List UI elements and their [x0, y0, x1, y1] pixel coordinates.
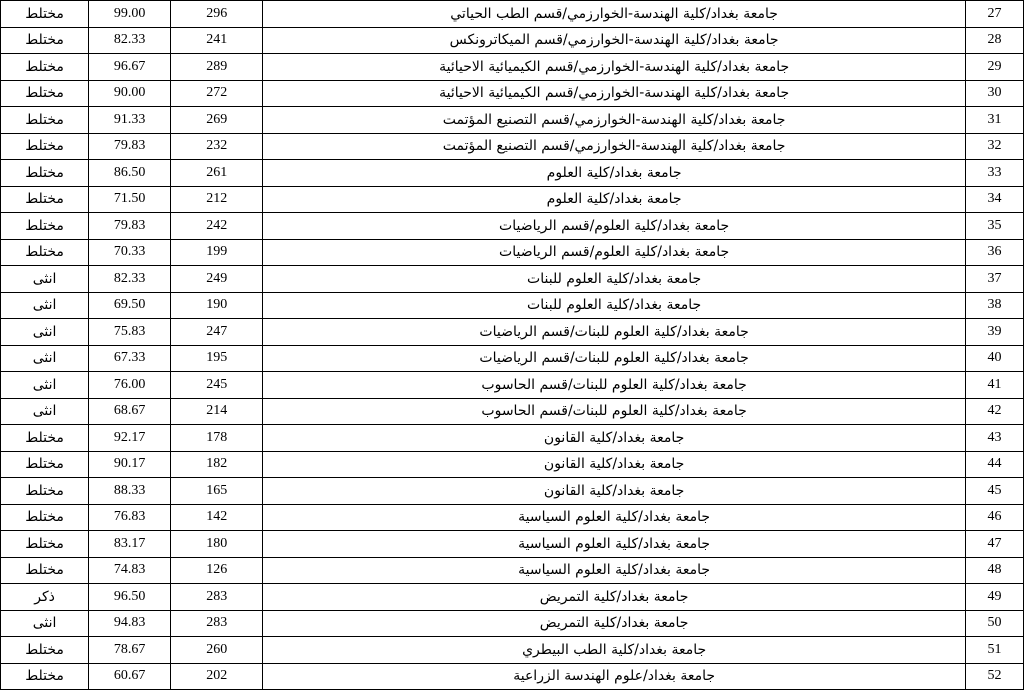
- cell-rate: 68.67: [89, 398, 171, 425]
- cell-rate: 78.67: [89, 637, 171, 664]
- cell-rate: 90.17: [89, 451, 171, 478]
- cell-index: 32: [965, 133, 1023, 160]
- cell-score: 182: [171, 451, 263, 478]
- cell-score: 261: [171, 160, 263, 187]
- cell-score: 199: [171, 239, 263, 266]
- cell-rate: 96.50: [89, 584, 171, 611]
- grades-table-body: [1, 1, 1024, 690]
- table-row: [1, 425, 1024, 452]
- cell-university: جامعة بغداد/كلية العلوم/قسم الرياضيات: [263, 213, 966, 240]
- cell-rate: 88.33: [89, 478, 171, 505]
- cell-index: 49: [965, 584, 1023, 611]
- cell-index: 45: [965, 478, 1023, 505]
- cell-score: 214: [171, 398, 263, 425]
- cell-score: 283: [171, 584, 263, 611]
- table-row: [1, 54, 1024, 81]
- cell-branch: مختلط: [1, 425, 89, 452]
- table-row: [1, 133, 1024, 160]
- table-row: [1, 319, 1024, 346]
- cell-branch: مختلط: [1, 663, 89, 690]
- table-row: [1, 292, 1024, 319]
- cell-index: 31: [965, 107, 1023, 134]
- cell-score: 249: [171, 266, 263, 293]
- cell-branch: انثى: [1, 610, 89, 637]
- cell-index: 42: [965, 398, 1023, 425]
- cell-university: جامعة بغداد/كلية الهندسة-الخوارزمي/قسم الطب الحياتي: [263, 1, 966, 28]
- cell-index: 51: [965, 637, 1023, 664]
- cell-index: 35: [965, 213, 1023, 240]
- cell-score: 260: [171, 637, 263, 664]
- cell-index: 33: [965, 160, 1023, 187]
- cell-score: 296: [171, 1, 263, 28]
- table-row: [1, 557, 1024, 584]
- cell-rate: 76.83: [89, 504, 171, 531]
- cell-branch: مختلط: [1, 451, 89, 478]
- cell-rate: 86.50: [89, 160, 171, 187]
- cell-index: 28: [965, 27, 1023, 54]
- cell-university: جامعة بغداد/كلية العلوم السياسية: [263, 557, 966, 584]
- cell-university: جامعة بغداد/كلية العلوم/قسم الرياضيات: [263, 239, 966, 266]
- cell-university: جامعة بغداد/كلية القانون: [263, 425, 966, 452]
- cell-branch: مختلط: [1, 107, 89, 134]
- cell-rate: 90.00: [89, 80, 171, 107]
- cell-branch: انثى: [1, 372, 89, 399]
- cell-index: 52: [965, 663, 1023, 690]
- cell-university: جامعة بغداد/كلية الهندسة-الخوارزمي/قسم التصنيع المؤتمت: [263, 133, 966, 160]
- cell-index: 30: [965, 80, 1023, 107]
- table-row: [1, 1, 1024, 28]
- cell-rate: 94.83: [89, 610, 171, 637]
- cell-score: 247: [171, 319, 263, 346]
- table-row: [1, 610, 1024, 637]
- cell-branch: انثى: [1, 319, 89, 346]
- table-row: [1, 186, 1024, 213]
- table-row: [1, 266, 1024, 293]
- cell-index: 47: [965, 531, 1023, 558]
- cell-university: جامعة بغداد/كلية العلوم للبنات/قسم الرياضيات: [263, 319, 966, 346]
- cell-university: جامعة بغداد/كلية العلوم السياسية: [263, 531, 966, 558]
- cell-university: جامعة بغداد/كلية العلوم: [263, 186, 966, 213]
- cell-university: جامعة بغداد/كلية الهندسة-الخوارزمي/قسم التصنيع المؤتمت: [263, 107, 966, 134]
- cell-rate: 75.83: [89, 319, 171, 346]
- cell-university: جامعة بغداد/كلية العلوم للبنات/قسم الرياضيات: [263, 345, 966, 372]
- cell-branch: مختلط: [1, 54, 89, 81]
- cell-index: 40: [965, 345, 1023, 372]
- cell-branch: مختلط: [1, 478, 89, 505]
- cell-index: 38: [965, 292, 1023, 319]
- cell-branch: انثى: [1, 266, 89, 293]
- cell-rate: 79.83: [89, 133, 171, 160]
- cell-score: 180: [171, 531, 263, 558]
- cell-branch: مختلط: [1, 213, 89, 240]
- cell-rate: 70.33: [89, 239, 171, 266]
- cell-branch: مختلط: [1, 160, 89, 187]
- cell-branch: مختلط: [1, 531, 89, 558]
- cell-index: 36: [965, 239, 1023, 266]
- cell-university: جامعة بغداد/كلية العلوم للبنات/قسم الحاسوب: [263, 372, 966, 399]
- cell-university: جامعة بغداد/كلية التمريض: [263, 584, 966, 611]
- table-row: [1, 372, 1024, 399]
- cell-rate: 69.50: [89, 292, 171, 319]
- cell-university: جامعة بغداد/كلية التمريض: [263, 610, 966, 637]
- cell-index: 50: [965, 610, 1023, 637]
- table-row: [1, 451, 1024, 478]
- cell-university: جامعة بغداد/كلية الهندسة-الخوارزمي/قسم الميكاترونكس: [263, 27, 966, 54]
- cell-index: 44: [965, 451, 1023, 478]
- cell-branch: مختلط: [1, 504, 89, 531]
- table-row: [1, 584, 1024, 611]
- cell-rate: 71.50: [89, 186, 171, 213]
- table-row: [1, 504, 1024, 531]
- cell-rate: 79.83: [89, 213, 171, 240]
- cell-index: 48: [965, 557, 1023, 584]
- cell-index: 41: [965, 372, 1023, 399]
- cell-branch: مختلط: [1, 1, 89, 28]
- cell-score: 165: [171, 478, 263, 505]
- cell-score: 269: [171, 107, 263, 134]
- cell-branch: مختلط: [1, 239, 89, 266]
- cell-branch: مختلط: [1, 133, 89, 160]
- cell-score: 242: [171, 213, 263, 240]
- cell-university: جامعة بغداد/كلية العلوم للبنات/قسم الحاسوب: [263, 398, 966, 425]
- cell-score: 272: [171, 80, 263, 107]
- cell-rate: 82.33: [89, 27, 171, 54]
- table-row: [1, 160, 1024, 187]
- cell-rate: 83.17: [89, 531, 171, 558]
- cell-branch: انثى: [1, 398, 89, 425]
- cell-branch: مختلط: [1, 637, 89, 664]
- cell-rate: 74.83: [89, 557, 171, 584]
- cell-score: 241: [171, 27, 263, 54]
- cell-branch: ذكر: [1, 584, 89, 611]
- cell-index: 37: [965, 266, 1023, 293]
- cell-index: 29: [965, 54, 1023, 81]
- table-row: [1, 213, 1024, 240]
- cell-university: جامعة بغداد/كلية العلوم للبنات: [263, 292, 966, 319]
- cell-index: 39: [965, 319, 1023, 346]
- cell-university: جامعة بغداد/علوم الهندسة الزراعية: [263, 663, 966, 690]
- cell-rate: 92.17: [89, 425, 171, 452]
- table-row: [1, 398, 1024, 425]
- cell-index: 27: [965, 1, 1023, 28]
- cell-branch: انثى: [1, 345, 89, 372]
- cell-score: 126: [171, 557, 263, 584]
- table-row: [1, 478, 1024, 505]
- cell-score: 289: [171, 54, 263, 81]
- table-row: [1, 107, 1024, 134]
- cell-rate: 82.33: [89, 266, 171, 293]
- cell-rate: 67.33: [89, 345, 171, 372]
- cell-score: 212: [171, 186, 263, 213]
- cell-university: جامعة بغداد/كلية العلوم: [263, 160, 966, 187]
- cell-score: 202: [171, 663, 263, 690]
- table-row: [1, 531, 1024, 558]
- cell-university: جامعة بغداد/كلية القانون: [263, 478, 966, 505]
- cell-university: جامعة بغداد/كلية الهندسة-الخوارزمي/قسم الكيميائية الاحيائية: [263, 80, 966, 107]
- cell-score: 142: [171, 504, 263, 531]
- cell-rate: 96.67: [89, 54, 171, 81]
- cell-branch: انثى: [1, 292, 89, 319]
- cell-branch: مختلط: [1, 27, 89, 54]
- table-row: [1, 663, 1024, 690]
- cell-score: 245: [171, 372, 263, 399]
- cell-branch: مختلط: [1, 80, 89, 107]
- cell-university: جامعة بغداد/كلية العلوم للبنات: [263, 266, 966, 293]
- cell-rate: 91.33: [89, 107, 171, 134]
- cell-index: 43: [965, 425, 1023, 452]
- cell-branch: مختلط: [1, 557, 89, 584]
- cell-university: جامعة بغداد/كلية الطب البيطري: [263, 637, 966, 664]
- cell-score: 178: [171, 425, 263, 452]
- table-row: [1, 637, 1024, 664]
- cell-score: 232: [171, 133, 263, 160]
- cell-rate: 99.00: [89, 1, 171, 28]
- cell-rate: 60.67: [89, 663, 171, 690]
- cell-score: 195: [171, 345, 263, 372]
- table-row: [1, 345, 1024, 372]
- cell-rate: 76.00: [89, 372, 171, 399]
- cell-index: 46: [965, 504, 1023, 531]
- cell-university: جامعة بغداد/كلية الهندسة-الخوارزمي/قسم الكيميائية الاحيائية: [263, 54, 966, 81]
- cell-score: 283: [171, 610, 263, 637]
- cell-branch: مختلط: [1, 186, 89, 213]
- table-row: [1, 27, 1024, 54]
- cell-university: جامعة بغداد/كلية القانون: [263, 451, 966, 478]
- table-row: [1, 80, 1024, 107]
- cell-index: 34: [965, 186, 1023, 213]
- cell-score: 190: [171, 292, 263, 319]
- cell-university: جامعة بغداد/كلية العلوم السياسية: [263, 504, 966, 531]
- table-row: [1, 239, 1024, 266]
